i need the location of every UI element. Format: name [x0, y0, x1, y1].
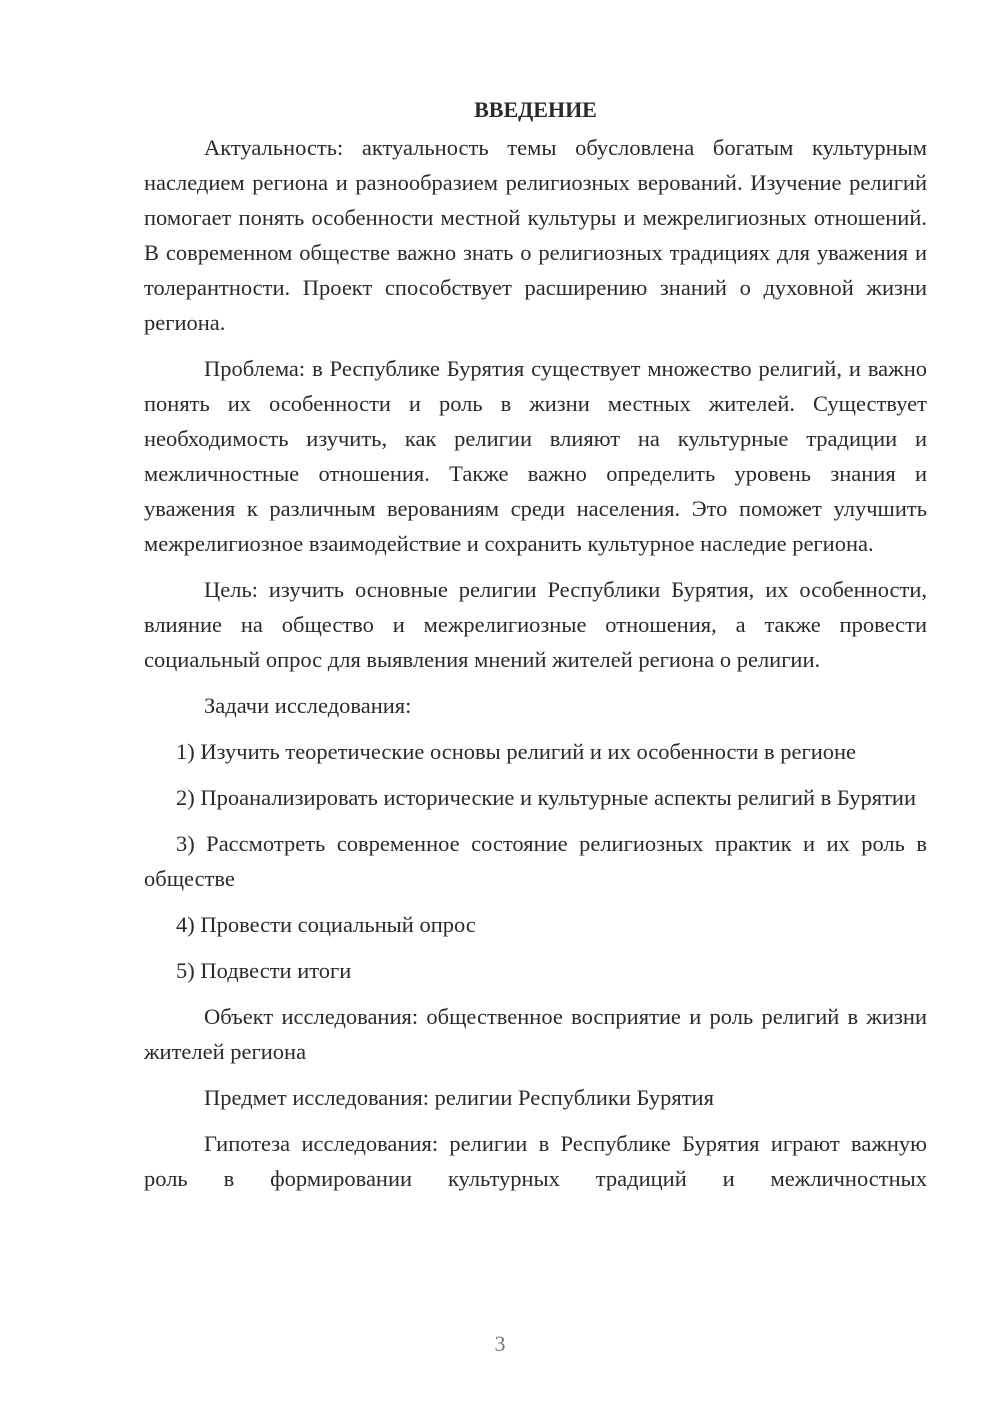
problem-paragraph: Проблема: в Республике Бурятия существует множество религий, и важно понять их особенности и роль в жизни местных жителей. Существует необходимость изучить, как религии влияют на культурные традиции и межличностные отношения. Также важно определить уровень знания и уважения к различным верованиям среди населения. Это поможет улучшить межрелигиозное взаимодействие и сохранить культурное наследие региона. — [144, 356, 927, 556]
task-item-2: 2) Проанализировать исторические и культурные аспекты религий в Бурятии — [176, 785, 917, 810]
task-item-3: 3) Рассмотреть современное состояние религиозных практик и их роль в обществе — [144, 831, 927, 891]
task-item-5: 5) Подвести итоги — [176, 958, 352, 983]
section-title: ВВЕДЕНИЕ — [474, 97, 597, 122]
subject-paragraph: Предмет исследования: религии Республики Бурятия — [204, 1085, 714, 1110]
tasks-heading: Задачи исследования: — [204, 693, 412, 718]
relevance-paragraph: Актуальность: актуальность темы обусловлена богатым культурным наследием региона и разнообразием религиозных верований. Изучение религий помогает понять особенности местной культуры и межрелигиозных отношений. В современном обществе важно знать о религиозных традициях для уважения и толерантности. Проект способствует расширению знаний о духовной жизни региона. — [144, 135, 927, 335]
page-number: 3 — [494, 1331, 506, 1356]
task-item-4: 4) Провести социальный опрос — [176, 912, 476, 937]
object-paragraph: Объект исследования: общественное восприятие и роль религий в жизни жителей региона — [144, 1004, 927, 1064]
hypothesis-paragraph: Гипотеза исследования: религии в Республике Бурятия играют важную роль в формировании культурных традиций и межличностных — [144, 1131, 927, 1191]
document-body — [144, 92, 927, 1207]
task-item-1: 1) Изучить теоретические основы религий и их особенности в регионе — [176, 739, 857, 764]
goal-paragraph: Цель: изучить основные религии Республики Бурятия, их особенности, влияние на общество и межрелигиозные отношения, а также провести социальный опрос для выявления мнений жителей региона о религии. — [144, 577, 927, 672]
